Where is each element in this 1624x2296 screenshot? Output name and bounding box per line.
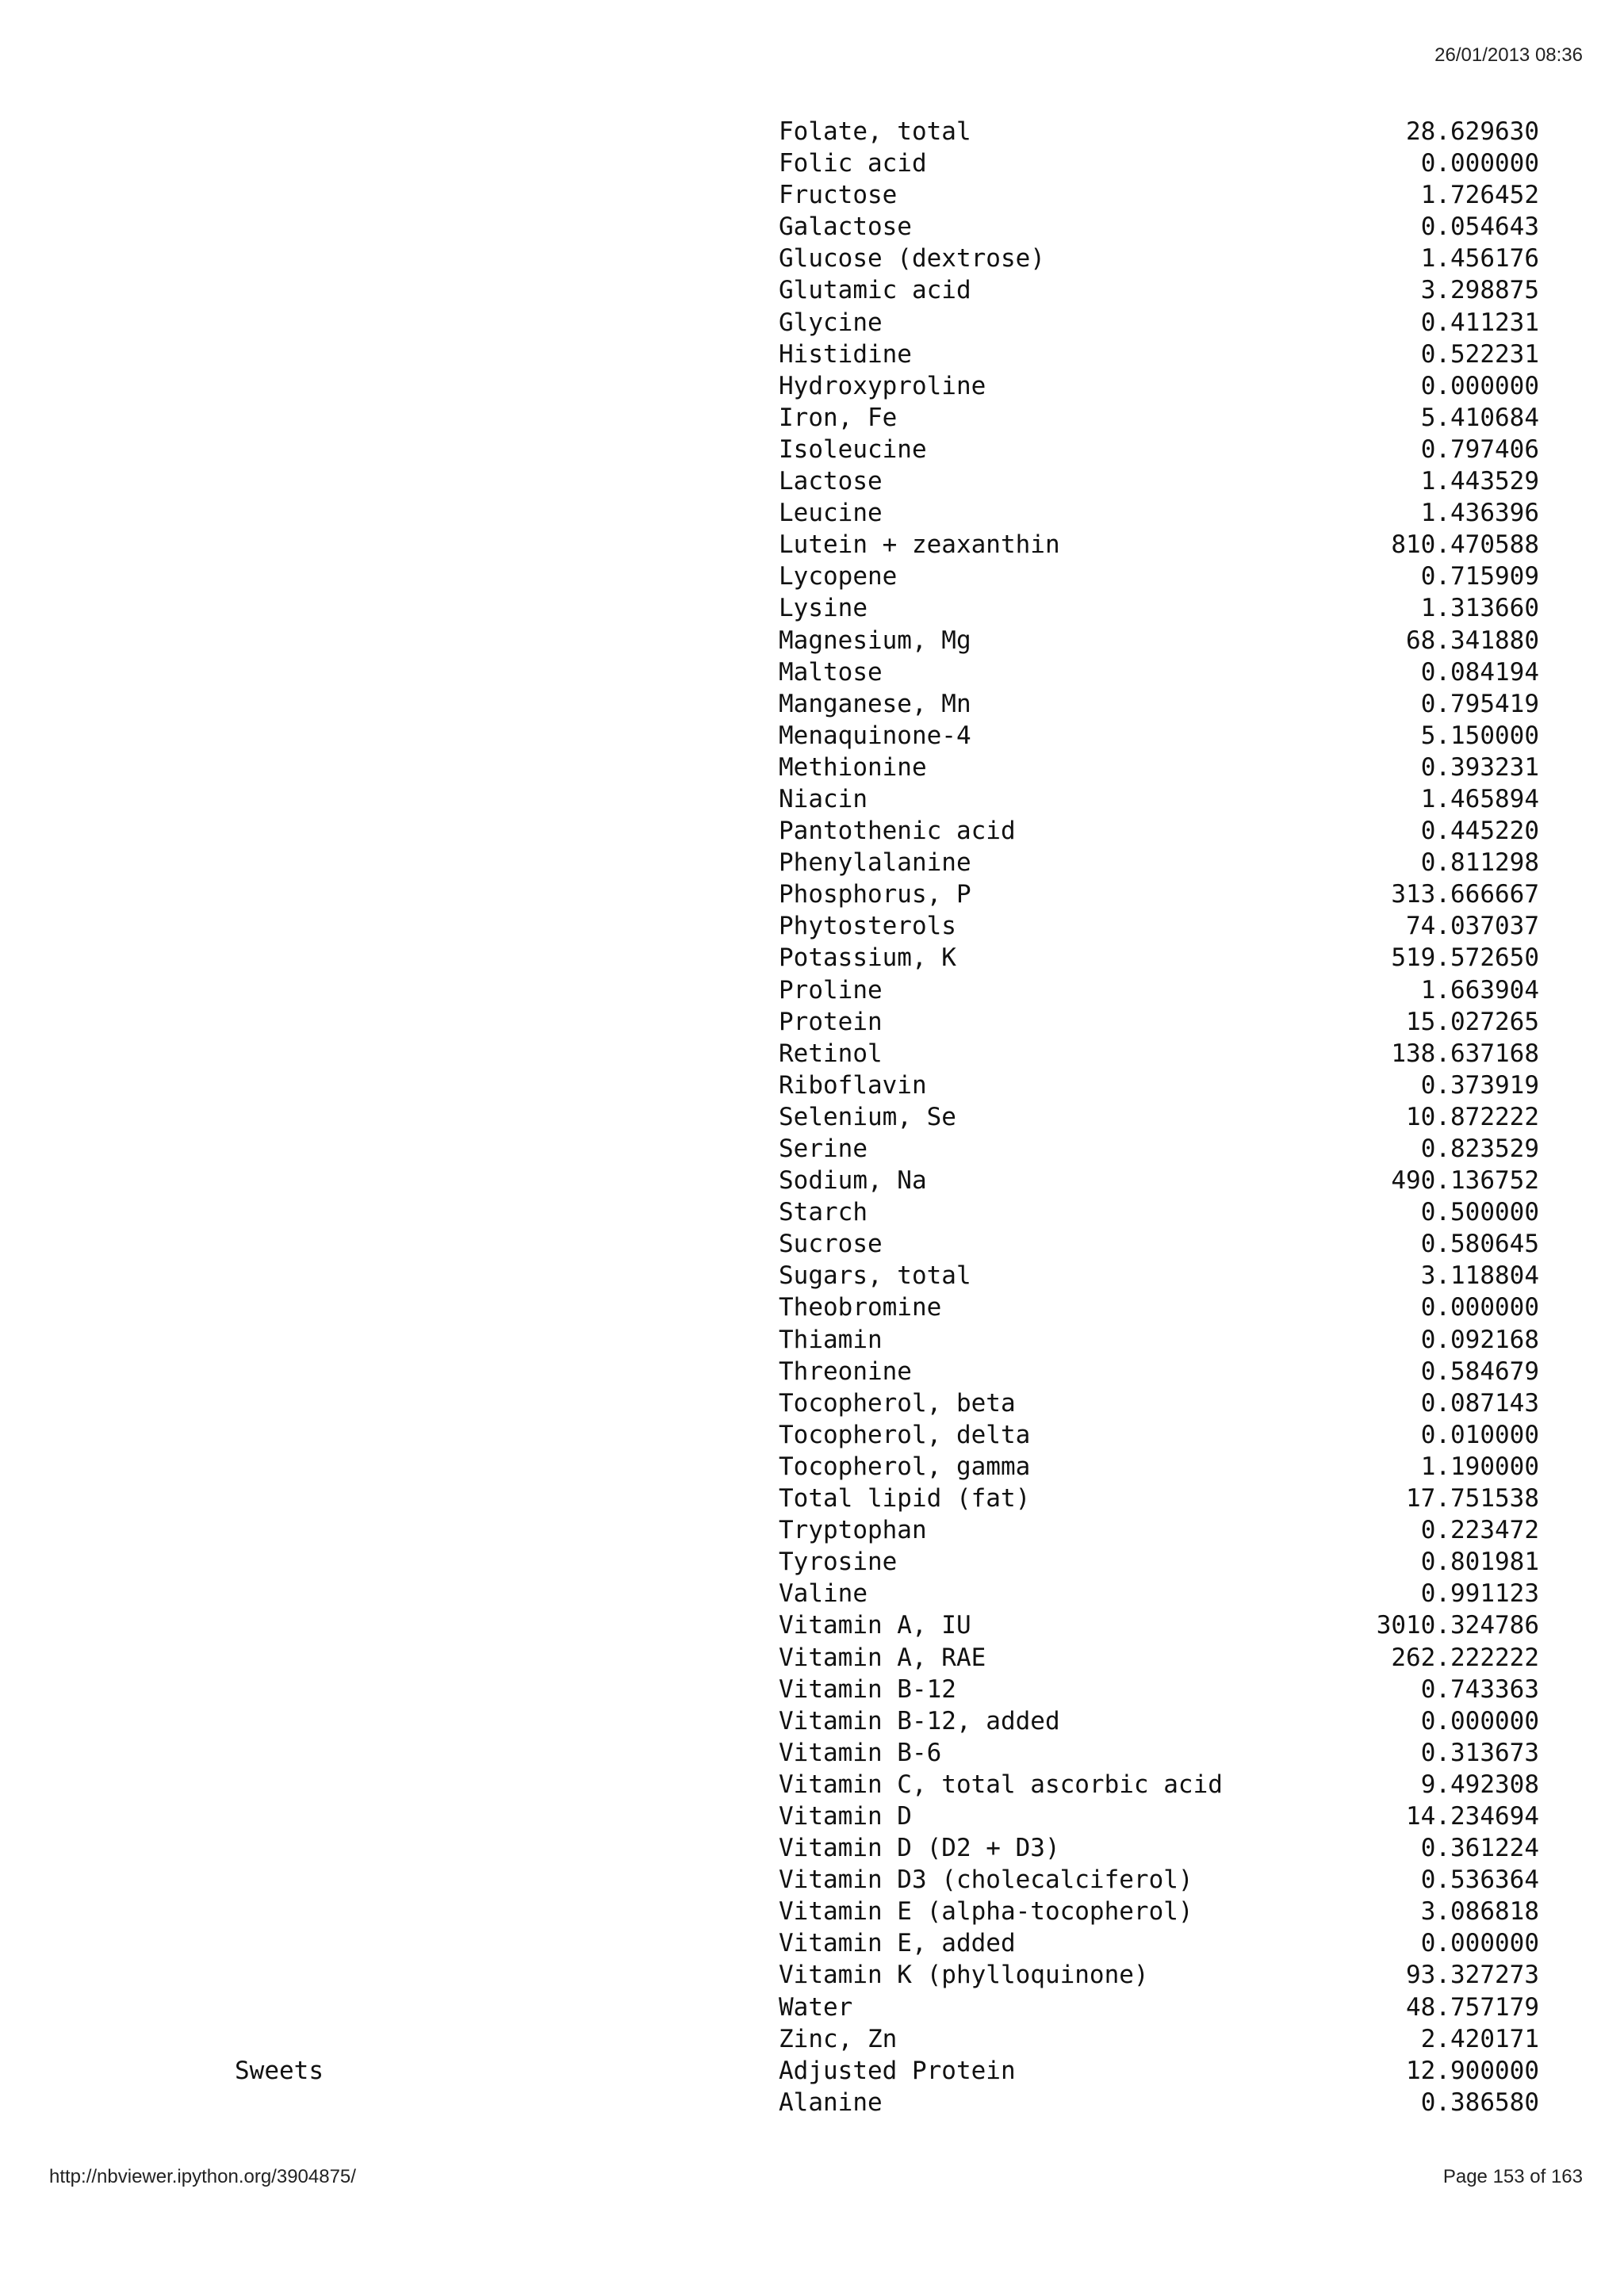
table-row: [0, 974, 1624, 1006]
table-row: [0, 1228, 1624, 1260]
nutrient-name-cell: Zinc, Zn: [779, 2024, 898, 2053]
nutrient-name-cell: Vitamin B-6: [779, 1738, 942, 1767]
table-row: [0, 878, 1624, 910]
nutrient-name-cell: Histidine: [779, 339, 912, 369]
nutrient-name-cell: Potassium, K: [779, 943, 956, 973]
nutrient-name-cell: Glycine: [779, 308, 883, 337]
table-row: [0, 1483, 1624, 1514]
table-row: [0, 1705, 1624, 1737]
nutrient-value-cell: 74.037037: [1406, 912, 1539, 941]
nutrient-value-cell: 1.456176: [1420, 244, 1539, 274]
nutrient-name-cell: Vitamin D3 (cholecalciferol): [779, 1866, 1193, 1895]
table-row: [0, 1101, 1624, 1133]
table-row: [0, 529, 1624, 561]
nutrient-value-cell: 1.313660: [1420, 594, 1539, 623]
source-url: http://nbviewer.ipython.org/3904875/: [49, 2166, 356, 2187]
nutrient-name-cell: Lysine: [779, 594, 868, 623]
nutrient-value-cell: 5.410684: [1420, 403, 1539, 432]
nutrient-value-cell: 17.751538: [1406, 1484, 1539, 1513]
nutrient-name-cell: Iron, Fe: [779, 403, 898, 432]
nutrient-value-cell: 0.000000: [1420, 1706, 1539, 1735]
nutrient-value-cell: 1.443529: [1420, 467, 1539, 496]
nutrient-value-cell: 0.087143: [1420, 1388, 1539, 1418]
nutrient-value-cell: 0.092168: [1420, 1325, 1539, 1354]
table-row: [0, 1864, 1624, 1896]
table-row: [0, 243, 1624, 274]
nutrient-name-cell: Theobromine: [779, 1293, 942, 1322]
nutrient-value-cell: 0.373919: [1420, 1070, 1539, 1100]
nutrient-name-cell: Vitamin E (alpha-tocopherol): [779, 1897, 1193, 1927]
table-row: [0, 1165, 1624, 1196]
nutrient-name-cell: Alanine: [779, 2087, 883, 2117]
table-row: [0, 2023, 1624, 2055]
table-row: [0, 1832, 1624, 1864]
table-row: [0, 1387, 1624, 1419]
nutrient-value-cell: 0.823529: [1420, 1135, 1539, 1163]
table-row: [0, 307, 1624, 339]
nutrient-name-cell: Starch: [779, 1198, 868, 1227]
nutrient-value-cell: 0.084194: [1420, 657, 1539, 687]
table-row: [0, 815, 1624, 847]
table-row: [0, 147, 1624, 179]
nutrient-name-cell: Selenium, Se: [779, 1102, 956, 1131]
nutrient-name-cell: Vitamin C, total ascorbic acid: [779, 1770, 1223, 1799]
nutrient-table: [0, 116, 1624, 2118]
nutrient-value-cell: 1.663904: [1420, 975, 1539, 1004]
nutrient-value-cell: 0.522231: [1420, 339, 1539, 369]
table-row: [0, 370, 1624, 402]
nutrient-value-cell: 0.580645: [1420, 1230, 1539, 1259]
nutrient-value-cell: 0.801981: [1420, 1548, 1539, 1577]
nutrient-name-cell: Fructose: [779, 181, 898, 210]
nutrient-value-cell: 0.445220: [1420, 817, 1539, 846]
nutrient-name-cell: Proline: [779, 975, 883, 1004]
table-row: [0, 1959, 1624, 1991]
table-row: [0, 1006, 1624, 1038]
nutrient-name-cell: Vitamin A, RAE: [779, 1643, 986, 1672]
nutrient-name-cell: Vitamin E, added: [779, 1929, 1016, 1958]
nutrient-name-cell: Lutein + zeaxanthin: [779, 530, 1060, 560]
table-row: [0, 561, 1624, 592]
nutrient-name-cell: Vitamin D (D2 + D3): [779, 1834, 1060, 1863]
table-row: [0, 1642, 1624, 1674]
nutrient-name-cell: Folic acid: [779, 149, 927, 178]
nutrient-name-cell: Leucine: [779, 499, 883, 528]
nutrient-name-cell: Sucrose: [779, 1230, 883, 1259]
nutrient-name-cell: Sugars, total: [779, 1261, 971, 1291]
table-row: [0, 1609, 1624, 1641]
nutrient-value-cell: 1.436396: [1420, 499, 1539, 528]
table-row: [0, 1896, 1624, 1927]
nutrient-value-cell: 810.470588: [1391, 530, 1539, 560]
print-timestamp: 26/01/2013 08:36: [1434, 44, 1583, 66]
table-row: [0, 2055, 1624, 2087]
nutrient-value-cell: 490.136752: [1391, 1166, 1539, 1196]
table-row: [0, 942, 1624, 974]
table-row: [0, 688, 1624, 720]
nutrient-name-cell: Serine: [779, 1135, 868, 1163]
table-row: [0, 752, 1624, 783]
table-row: [0, 434, 1624, 465]
nutrient-value-cell: 0.000000: [1420, 149, 1539, 178]
nutrient-name-cell: Vitamin B-12: [779, 1674, 956, 1704]
table-row: [0, 1419, 1624, 1451]
table-row: [0, 910, 1624, 942]
table-row: [0, 116, 1624, 147]
nutrient-name-cell: Riboflavin: [779, 1070, 927, 1100]
table-row: [0, 1292, 1624, 1323]
nutrient-value-cell: 12.900000: [1406, 2056, 1539, 2085]
nutrient-name-cell: Threonine: [779, 1357, 912, 1386]
nutrient-name-cell: Adjusted Protein: [779, 2056, 1016, 2085]
table-row: [0, 1356, 1624, 1387]
nutrient-name-cell: Lycopene: [779, 562, 898, 591]
nutrient-name-cell: Lactose: [779, 467, 883, 496]
table-row: [0, 592, 1624, 624]
nutrient-value-cell: 0.584679: [1420, 1357, 1539, 1386]
nutrient-value-cell: 0.361224: [1420, 1834, 1539, 1863]
table-row: [0, 1992, 1624, 2023]
nutrient-value-cell: 0.054643: [1420, 212, 1539, 242]
nutrient-name-cell: Niacin: [779, 784, 868, 813]
table-row: [0, 1038, 1624, 1070]
table-row: [0, 179, 1624, 211]
nutrient-name-cell: Pantothenic acid: [779, 817, 1016, 846]
table-row: [0, 1546, 1624, 1578]
nutrient-value-cell: 262.222222: [1391, 1643, 1539, 1672]
nutrient-value-cell: 5.150000: [1420, 721, 1539, 750]
table-row: [0, 1769, 1624, 1800]
nutrient-value-cell: 0.010000: [1420, 1420, 1539, 1449]
nutrient-name-cell: Valine: [779, 1579, 868, 1609]
nutrient-value-cell: 10.872222: [1406, 1102, 1539, 1131]
nutrient-value-cell: 0.797406: [1420, 434, 1539, 464]
nutrient-name-cell: Vitamin D: [779, 1801, 912, 1831]
nutrient-name-cell: Phenylalanine: [779, 848, 971, 878]
table-row: [0, 1324, 1624, 1356]
nutrient-name-cell: Methionine: [779, 752, 927, 782]
nutrient-value-cell: 2.420171: [1420, 2024, 1539, 2053]
nutrient-value-cell: 9.492308: [1420, 1770, 1539, 1799]
nutrient-value-cell: 15.027265: [1406, 1007, 1539, 1036]
nutrient-value-cell: 519.572650: [1391, 943, 1539, 973]
nutrient-name-cell: Manganese, Mn: [779, 689, 971, 718]
nutrient-value-cell: 0.000000: [1420, 371, 1539, 400]
table-row: [0, 1674, 1624, 1705]
nutrient-name-cell: Vitamin A, IU: [779, 1611, 971, 1640]
table-row: [0, 847, 1624, 878]
nutrient-value-cell: 14.234694: [1406, 1801, 1539, 1831]
nutrient-name-cell: Tyrosine: [779, 1548, 898, 1577]
table-row: [0, 1737, 1624, 1769]
nutrient-name-cell: Menaquinone-4: [779, 721, 971, 750]
nutrient-value-cell: 28.629630: [1406, 117, 1539, 146]
nutrient-value-cell: 3.298875: [1420, 276, 1539, 305]
nutrient-value-cell: 48.757179: [1406, 1992, 1539, 2022]
nutrient-name-cell: Phytosterols: [779, 912, 956, 941]
nutrient-name-cell: Sodium, Na: [779, 1166, 927, 1196]
nutrient-value-cell: 0.743363: [1420, 1674, 1539, 1704]
nutrient-name-cell: Vitamin B-12, added: [779, 1706, 1060, 1735]
nutrient-name-cell: Hydroxyproline: [779, 371, 986, 400]
nutrient-value-cell: 0.411231: [1420, 308, 1539, 337]
nutrient-value-cell: 3010.324786: [1376, 1611, 1539, 1640]
nutrient-name-cell: Glucose (dextrose): [779, 244, 1045, 274]
nutrient-value-cell: 93.327273: [1406, 1961, 1539, 1990]
table-row: [0, 1260, 1624, 1292]
table-row: [0, 2087, 1624, 2118]
nutrient-value-cell: 1.465894: [1420, 784, 1539, 813]
nutrient-value-cell: 0.000000: [1420, 1293, 1539, 1322]
nutrient-name-cell: Retinol: [779, 1039, 883, 1068]
table-row: [0, 1451, 1624, 1483]
nutrient-value-cell: 3.118804: [1420, 1261, 1539, 1291]
nutrient-value-cell: 0.536364: [1420, 1866, 1539, 1895]
nutrient-value-cell: 0.000000: [1420, 1929, 1539, 1958]
nutrient-value-cell: 3.086818: [1420, 1897, 1539, 1927]
nutrient-name-cell: Tocopherol, delta: [779, 1420, 1031, 1449]
table-row: [0, 1133, 1624, 1165]
nutrient-name-cell: Vitamin K (phylloquinone): [779, 1961, 1149, 1990]
nutrient-value-cell: 0.795419: [1420, 689, 1539, 718]
table-row: [0, 1070, 1624, 1101]
nutrient-name-cell: Isoleucine: [779, 434, 927, 464]
category-cell: Sweets: [235, 2056, 324, 2085]
table-row: [0, 1578, 1624, 1609]
nutrient-value-cell: 138.637168: [1391, 1039, 1539, 1068]
table-row: [0, 783, 1624, 815]
nutrient-value-cell: 0.811298: [1420, 848, 1539, 878]
nutrient-name-cell: Total lipid (fat): [779, 1484, 1031, 1513]
nutrient-name-cell: Tocopherol, gamma: [779, 1452, 1031, 1481]
nutrient-name-cell: Maltose: [779, 657, 883, 687]
table-row: [0, 497, 1624, 529]
table-row: [0, 1514, 1624, 1546]
table-row: [0, 1196, 1624, 1228]
nutrient-value-cell: 68.341880: [1406, 626, 1539, 655]
table-row: [0, 656, 1624, 688]
table-row: [0, 339, 1624, 370]
nutrient-value-cell: 0.393231: [1420, 752, 1539, 782]
table-row: [0, 1927, 1624, 1959]
nutrient-name-cell: Galactose: [779, 212, 912, 242]
table-row: [0, 720, 1624, 752]
nutrient-value-cell: 0.223472: [1420, 1516, 1539, 1545]
nutrient-value-cell: 313.666667: [1391, 880, 1539, 909]
nutrient-value-cell: 0.991123: [1420, 1579, 1539, 1609]
nutrient-value-cell: 1.726452: [1420, 181, 1539, 210]
table-row: [0, 625, 1624, 656]
nutrient-name-cell: Glutamic acid: [779, 276, 971, 305]
table-row: [0, 274, 1624, 306]
table-row: [0, 1800, 1624, 1832]
nutrient-name-cell: Thiamin: [779, 1325, 883, 1354]
nutrient-name-cell: Tocopherol, beta: [779, 1388, 1016, 1418]
page-number: Page 153 of 163: [1442, 2166, 1583, 2187]
nutrient-name-cell: Water: [779, 1992, 853, 2022]
nutrient-value-cell: 0.500000: [1420, 1198, 1539, 1227]
table-row: [0, 465, 1624, 497]
nutrient-name-cell: Protein: [779, 1007, 883, 1036]
table-row: [0, 402, 1624, 434]
nutrient-value-cell: 1.190000: [1420, 1452, 1539, 1481]
table-row: [0, 211, 1624, 243]
nutrient-value-cell: 0.386580: [1420, 2087, 1539, 2117]
nutrient-value-cell: 0.715909: [1420, 562, 1539, 591]
nutrient-name-cell: Tryptophan: [779, 1516, 927, 1545]
nutrient-name-cell: Magnesium, Mg: [779, 626, 971, 655]
nutrient-name-cell: Folate, total: [779, 117, 971, 146]
nutrient-name-cell: Phosphorus, P: [779, 880, 971, 909]
nutrient-value-cell: 0.313673: [1420, 1738, 1539, 1767]
